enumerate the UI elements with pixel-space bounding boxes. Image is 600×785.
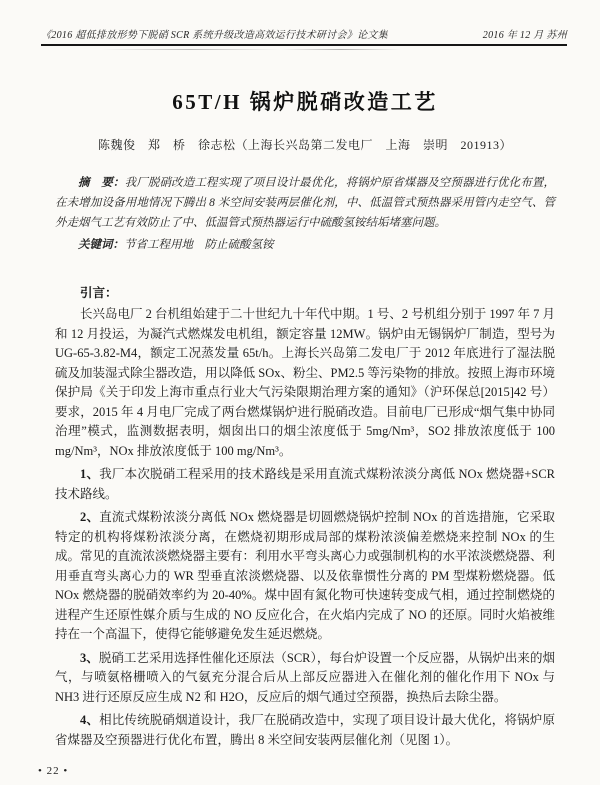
abstract-paragraph (55, 173, 555, 233)
paragraph-text: 我厂本次脱硝工程采用的技术路线是采用直流式煤粉浓淡分离低 NOx 燃烧器+SCR 技术路线。 (55, 467, 555, 501)
proceedings-title: 《2016 超低排放形势下脱硝 SCR 系统升级改造高效运行技术研讨会》论文集 (41, 30, 388, 41)
header-rule (41, 44, 567, 46)
body-paragraph (55, 711, 555, 750)
authors-line: 陈魏俊 郑 桥 徐志松（上海长兴岛第二发电厂 上海 崇明 201913） (97, 138, 512, 152)
page-number: • 22 • (38, 765, 69, 777)
paragraph-text: 脱硝工艺采用选择性催化还原法（SCR），每台炉设置一个反应器，从锅炉出来的烟气，与喷氨格栅喷入的气氨充分混合后从上部反应器进入在催化剂的催化作用下 NOx 与 NH3 进行还原反应生成 N2 和 H2O，反应后的烟气通过空预器，换热后去除尘器。 (55, 650, 555, 704)
paragraph-text: 直流式煤粉浓淡分离低 NOx 燃烧器是切圆燃烧锅炉控制 NOx 的首选措施，它采取特定的机构将煤粉浓淡分离，在燃烧初期形成局部的煤粉浓淡偏差燃烧来控制 NOx 的生成。常见的直流浓淡燃烧器主要有：利用水平弯头离心力或强制机构的水平浓淡燃烧器、利用垂直弯头离心力的 WR 型垂直浓淡燃烧器、以及依靠惯性分离的 PM 型煤粉燃烧器。低 NOx 燃烧器的脱硝效率约为 20-40%。煤中固有氮化物可快速转变成气相，通过控制燃烧的进程产生还原性媒介质与生成的 NO 反应化合，在火焰内完成了 NO 的还原。同时火焰被维持在一个高温下，使得它能够避免发生延迟燃烧。 (55, 510, 556, 641)
keywords-text: 节省工程用地 防止硫酸氢铵 (124, 239, 274, 251)
body-paragraph (55, 508, 555, 645)
page-header (41, 26, 567, 41)
abstract-label: 摘 要： (78, 177, 125, 189)
paragraph-text: 相比传统脱硝烟道设计，我厂在脱硝改造中，实现了项目设计最大优化，将锅炉原省煤器及空预器进行优化布置，腾出 8 米空间安装两层催化剂（见图 1）。 (55, 713, 555, 747)
paragraph-number: 2、 (80, 510, 100, 524)
keywords-label: 关键词： (78, 239, 124, 251)
keywords-line (55, 235, 555, 255)
body-paragraph (55, 649, 555, 708)
intro-heading: 引言： (80, 286, 118, 300)
paragraph-number: 3、 (80, 650, 99, 665)
body-paragraph (55, 465, 555, 504)
paragraph-number: 4、 (80, 713, 100, 727)
paragraph-text: 长兴岛电厂 2 台机组始建于二十世纪九十年代中期。1 号、2 号机组分别于 1997 年 7 月和 12 月投运，为凝汽式燃煤发电机组，额定容量 12MW。锅炉由无锡锅炉厂制造，型号为 UG-65-3.82-M4，额定工况蒸发量 65t/h。上海长兴岛第二发电厂于 2012 年底进行了湿法脱硫及加装湿式除尘器改造，用以降低 SOx、粉尘、PM2.5 等污染物的排放。按照上海市环境保护局《关于印发上海市重点行业大气污染限期治理方案的通知》（沪环保总[2015]42 号）要求，2015 年 4 月电厂完成了两台燃煤锅炉进行脱硝改造。目前电厂已形成“烟气集中协同治理”模式，监测数据表明，烟囱出口的烟尘浓度低于 5mg/Nm³，SO2 排放浓度低于 100 mg/Nm³，NOx 排放浓度低于 100 mg/Nm³。 (55, 307, 556, 458)
paper-title: 65T/H 锅炉脱硝改造工艺 (172, 90, 438, 114)
paragraph-number: 1、 (80, 467, 100, 481)
abstract-text: 我厂脱硝改造工程实现了项目设计最优化，将锅炉原省煤器及空预器进行优化布置，在未增加设备用地情况下腾出 8 米空间安装两层催化剂，中、低温管式预热器采用管内走空气、管外走烟气工艺有效防止了中、低温管式预热器运行中硫酸氢铵结垢堵塞问题。 (55, 177, 556, 229)
abstract-block (55, 173, 555, 255)
body-paragraph (55, 305, 555, 461)
header-date-location: 2016 年 12 月 苏州 (482, 30, 567, 41)
